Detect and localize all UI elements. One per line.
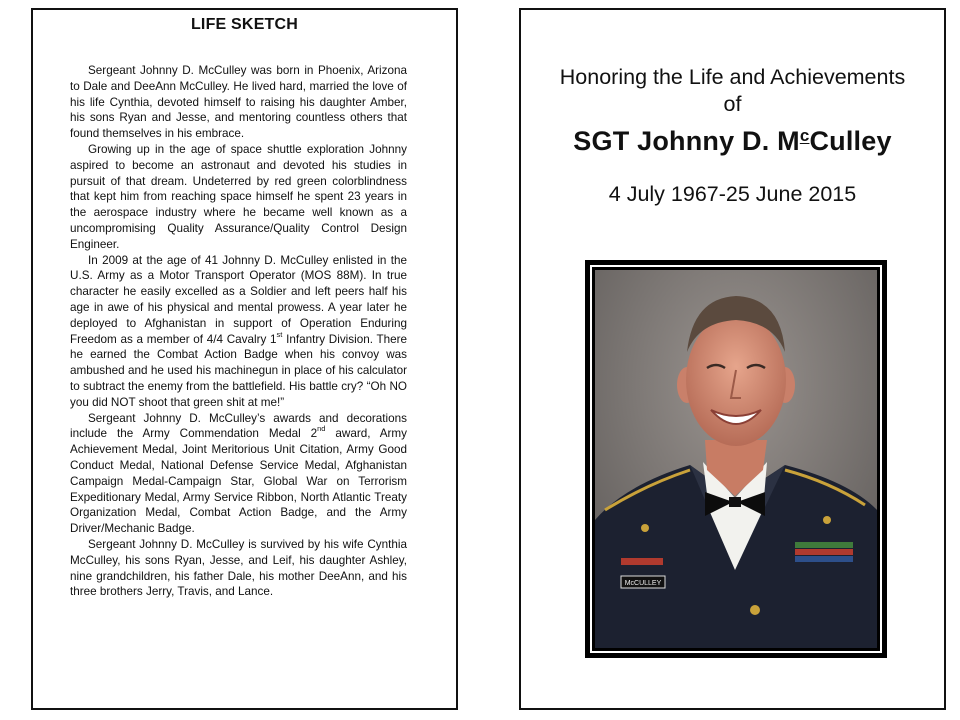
sketch-paragraph-survivors: Sergeant Johnny D. McCulley is survived by his wife Cynthia McCulley, his sons Ryan, Jesse, and Leif, his daughter Ashley, nine grandchildren, his father Dale, his mother DeeAnn, and his three brothers Jerry, Travis, and Lance. <box>70 537 407 599</box>
portrait-frame <box>585 260 887 658</box>
name-prefix: SGT Johnny D. M <box>573 126 800 156</box>
sketch-paragraph-army <box>70 253 407 411</box>
sketch-paragraph-awards <box>70 411 407 537</box>
honoring-heading <box>521 64 944 118</box>
life-sketch-body <box>70 63 407 600</box>
awards-text-part1: Sergeant Johnny D. McCulley’s awards and decorations include the Army Commendation Medal 2 <box>70 411 407 441</box>
memorial-cover-page <box>519 8 946 710</box>
portrait-border <box>590 265 882 653</box>
life-sketch-title: LIFE SKETCH <box>190 16 299 33</box>
uniform-nameplate-text: McCULLEY <box>624 580 662 587</box>
ordinal-suffix: nd <box>317 424 326 434</box>
honoring-line-1: Honoring the Life and Achievements <box>559 65 906 89</box>
life-sketch-page <box>31 8 458 710</box>
ordinal-suffix: st <box>276 329 283 339</box>
sketch-paragraph-career: Growing up in the age of space shuttle exploration Johnny aspired to become an astronaut and devoted his studies in pursuit of that dream. Undeterred by red green colorblindness that kept him from reaching space himself he spent 23 years in the aerospace industry where he became well known as a uncompromising Quality Assurance/Quality Control Design Engineer. <box>70 142 407 251</box>
name-suffix: Culley <box>809 126 892 156</box>
awards-text-part2: award, Army Achievement Medal, Joint Meritorious Unit Citation, Army Good Conduct Medal, National Defense Service Medal, Afghanistan Campaign Medal-Campaign Star, Global War on Terrorism Expeditionary Medal, Army Service Ribbon, North Atlantic Treaty Organization Medal, Combat Action Badge, and the Army Driver/Mechanic Badge. <box>70 427 407 536</box>
army-text-part2: Infantry Division. There he earned the Combat Action Badge when his convoy was ambushed and he used his machinegun in place of his calculator to subtract the enemy from the battlefield. His battle cry? “Oh NO you did NOT shoot that green shit at me!” <box>70 332 407 409</box>
honoree-name <box>521 126 944 157</box>
soldier-portrait-photo <box>595 270 877 648</box>
life-dates: 4 July 1967-25 June 2015 <box>608 182 857 206</box>
honoring-line-2: of <box>723 92 742 116</box>
name-superscript-c: c <box>799 126 810 145</box>
army-text-part1: In 2009 at the age of 41 Johnny D. McCulley enlisted in the U.S. Army as a Motor Transport Operator (MOS 88M). In true character he easily excelled as a Soldier and left peers half his age in awe of his physical and mental prowess. A year later he deployed to Afghanistan in support of Operation Enduring Freedom as a member of 4/4 Cavalry 1 <box>70 253 407 346</box>
sketch-paragraph-birth: Sergeant Johnny D. McCulley was born in Phoenix, Arizona to Dale and DeeAnn McCulley. He lived hard, married the love of his life Cynthia, devoted himself to raising his daughter Amber, his sons Ryan and Jesse, and mentoring countless others that found themselves in his embrace. <box>70 64 407 141</box>
